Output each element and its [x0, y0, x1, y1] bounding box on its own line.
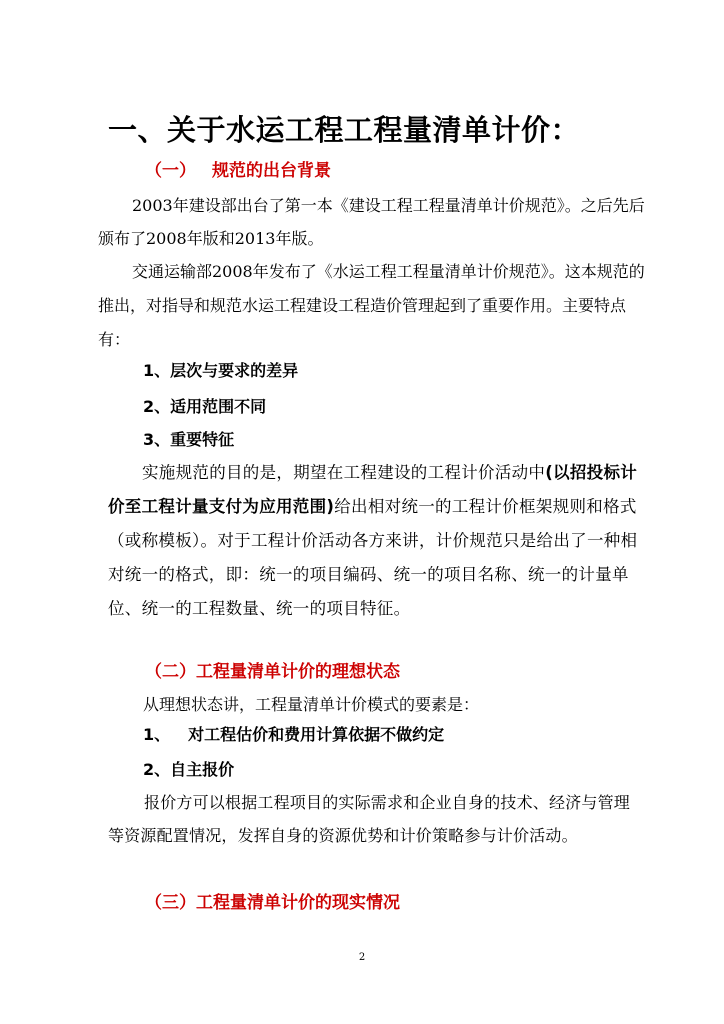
- element-item-2: 2、自主报价: [143, 760, 235, 779]
- paragraph-transport-spec: 交通运输部2008年发布了《水运工程工程量清单计价规范》。这本规范的推出，对指导和规范水运工程建设工程造价管理起到了重要作用。主要特点有：: [98, 262, 645, 349]
- element-item-1-text: 对工程估价和费用计算依据不做约定: [188, 725, 445, 744]
- section-1-title: 规范的出台背景: [212, 161, 331, 181]
- purpose-text-end: 给出相对统一的工程计价框架规则和格式（或称模板）。对于工程计价活动各方来讲，计价规范只是给出了一种相对统一的格式，即：统一的项目编码、统一的项目名称、统一的计量单位、统一的工程数量、统一的项目特征。: [108, 497, 638, 618]
- section-heading-2: （二）工程量清单计价的理想状态: [145, 662, 400, 682]
- purpose-scope-bold: (以招投标计价至工程计量支付为应用范围): [108, 463, 638, 516]
- paragraph-background: 2003年建设部出台了第一本《建设工程工程量清单计价规范》。之后先后颁布了2008年版和2013年版。: [98, 196, 645, 248]
- feature-item-2: 2、适用范围不同: [143, 397, 267, 416]
- section-heading-3: （三）工程量清单计价的现实情况: [145, 893, 400, 913]
- section-1-label: （一）: [145, 161, 196, 181]
- paragraph-ideal-intro: 从理想状态讲，工程量清单计价模式的要素是：: [143, 695, 480, 714]
- page-number: 2: [358, 952, 366, 963]
- page-title: 一、关于水运工程工程量清单计价：: [108, 113, 581, 147]
- paragraph-purpose: [108, 456, 638, 626]
- feature-item-3: 3、重要特征: [143, 430, 235, 449]
- element-item-1-number: 1、: [143, 725, 171, 744]
- paragraph-self-pricing: 报价方可以根据工程项目的实际需求和企业自身的技术、经济与管理等资源配置情况，发挥自身的资源优势和计价策略参与计价活动。: [108, 793, 631, 845]
- element-item-1: [143, 722, 444, 745]
- feature-item-1: 1、层次与要求的差异: [143, 361, 299, 380]
- purpose-text-start: 实施规范的目的是，期望在工程建设的工程计价活动中: [142, 463, 546, 482]
- section-heading-1: [145, 156, 331, 181]
